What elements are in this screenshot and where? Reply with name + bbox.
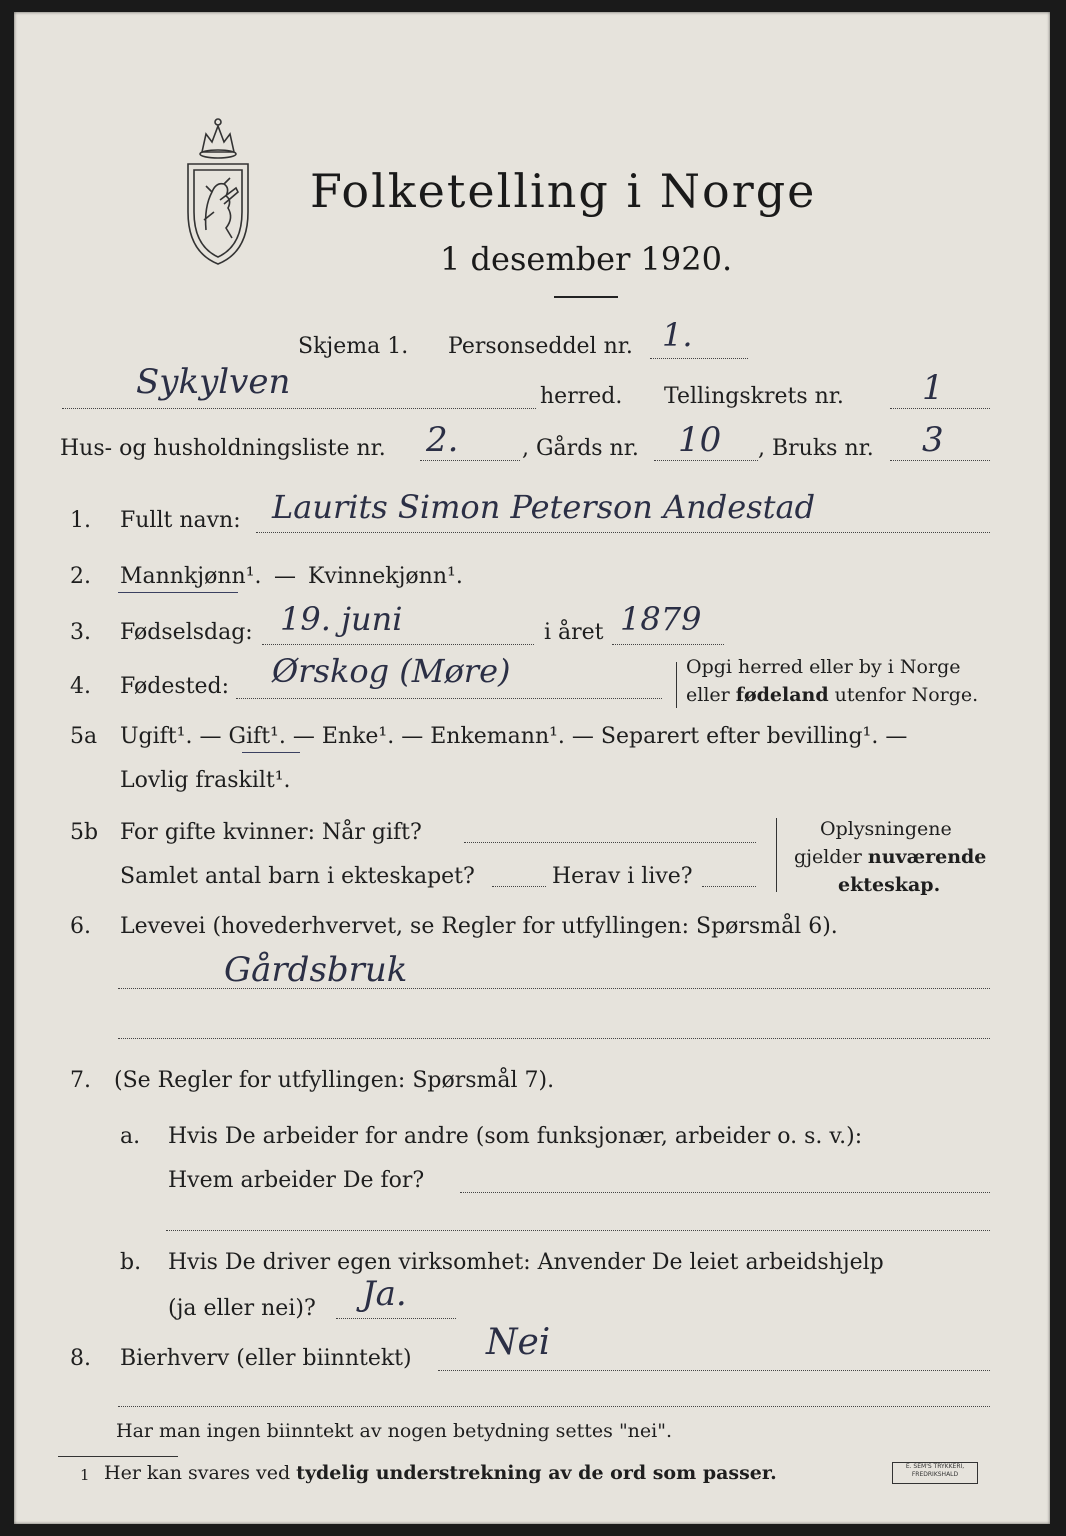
q4-note-bracket [676, 662, 677, 708]
children-total-label: Samlet antal barn i ekteskapet? [120, 864, 475, 889]
no-income-note: Har man ingen biinntekt av nogen betydning settes "nei". [116, 1420, 673, 1442]
personseddel-line [650, 358, 748, 359]
marital-status-divorced: Lovlig fraskilt¹. [120, 768, 291, 793]
q3-number: 3. [70, 620, 91, 645]
bruks-label: , Bruks nr. [758, 436, 874, 461]
q4-note-line1: Opgi herred eller by i Norge [686, 656, 961, 678]
q2-number: 2. [70, 564, 91, 589]
married-underline [242, 752, 300, 753]
q5b-note-line1: Oplysningene [820, 818, 952, 840]
full-name-value: Laurits Simon Peterson Andestad [272, 488, 816, 526]
q7-number: 7. [70, 1068, 91, 1093]
q1-number: 1. [70, 508, 91, 533]
form-title: Folketelling i Norge [310, 164, 817, 218]
q1-line [256, 532, 990, 533]
printer-stamp: E. SEM'S TRYKKERI, FREDRIKSHALD [892, 1462, 978, 1484]
male-underline [118, 592, 238, 593]
q8-label: Bierhverv (eller biinntekt) [120, 1346, 412, 1371]
birthplace-line [236, 698, 662, 699]
children-total-line [492, 886, 546, 887]
q5b-number: 5b [70, 820, 99, 845]
q7a-line1: Hvis De arbeider for andre (som funksjonær, arbeider o. s. v.): [168, 1124, 863, 1149]
occupation-line-2 [118, 1038, 990, 1039]
bruks-value: 3 [922, 420, 944, 460]
q8-number: 8. [70, 1346, 91, 1371]
herred-label: herred. [540, 384, 623, 409]
birth-year-value: 1879 [620, 600, 702, 638]
census-date: 1 desember 1920. [440, 240, 733, 278]
footnote-text: Her kan svares ved tydelig understrekning av de ord som passer. [104, 1462, 777, 1484]
q7b-number: b. [120, 1250, 142, 1275]
q5a-number: 5a [70, 724, 98, 749]
employer-line-2 [166, 1230, 990, 1231]
census-form [14, 12, 1050, 1524]
tellingskrets-line [890, 408, 990, 409]
gards-value: 10 [678, 420, 722, 460]
norwegian-coat-of-arms-icon [180, 112, 256, 272]
marital-status-options: Ugift¹. — Gift¹. — Enke¹. — Enkemann¹. — Separert efter bevilling¹. — [120, 724, 908, 749]
gards-line [654, 460, 758, 461]
q7-label: (Se Regler for utfyllingen: Spørsmål 7). [114, 1068, 555, 1093]
hired-help-line [336, 1318, 456, 1319]
q7a-line2: Hvem arbeider De for? [168, 1168, 425, 1193]
employer-line-1 [460, 1192, 990, 1193]
birthday-line [262, 644, 534, 645]
footnote-divider [58, 1456, 178, 1457]
birthday-value: 19. juni [280, 600, 403, 638]
tellingskrets-label: Tellingskrets nr. [664, 384, 844, 409]
q6-number: 6. [70, 914, 91, 939]
q4-number: 4. [70, 674, 91, 699]
children-alive-label: Herav i live? [552, 864, 693, 889]
q7b-line2: (ja eller nei)? [168, 1296, 316, 1321]
q5b-note-line3: ekteskap. [838, 874, 941, 896]
bruks-line [890, 460, 990, 461]
sex-female-option: Kvinnekjønn¹. [308, 564, 463, 589]
q6-label: Levevei (hovederhvervet, se Regler for utfyllingen: Spørsmål 6). [120, 914, 838, 939]
side-income-value: Nei [486, 1322, 551, 1363]
side-income-line-2 [118, 1406, 990, 1407]
husliste-label: Hus- og husholdningsliste nr. [60, 436, 386, 461]
children-alive-line [702, 886, 756, 887]
occupation-value: Gårdsbruk [224, 950, 408, 990]
when-married-line [464, 842, 756, 843]
q5b-note-bracket [776, 818, 777, 892]
schema-label: Skjema 1. [298, 334, 409, 359]
herred-value: Sykylven [136, 362, 291, 402]
husliste-line [420, 460, 520, 461]
q3-label: Fødselsdag: [120, 620, 253, 645]
sex-male-option: Mannkjønn¹. [120, 564, 262, 589]
when-married-label: For gifte kvinner: Når gift? [120, 820, 422, 845]
year-label: i året [544, 620, 604, 645]
personseddel-value: 1. [662, 316, 693, 354]
footnote-number: 1 [80, 1466, 90, 1484]
q7a-number: a. [120, 1124, 141, 1149]
year-line [612, 644, 724, 645]
herred-line [62, 408, 536, 409]
q4-label: Fødested: [120, 674, 230, 699]
side-income-line-1 [438, 1370, 990, 1371]
title-divider [554, 296, 618, 298]
hired-help-value: Ja. [362, 1274, 407, 1314]
q7b-line1: Hvis De driver egen virksomhet: Anvender De leiet arbeidshjelp [168, 1250, 884, 1275]
personseddel-label: Personseddel nr. [448, 334, 633, 359]
q5b-note-line2: gjelder nuværende [794, 846, 987, 868]
gards-label: , Gårds nr. [522, 436, 639, 461]
q1-label: Fullt navn: [120, 508, 241, 533]
q4-note-line2: eller fødeland utenfor Norge. [686, 684, 979, 706]
sex-separator: — [274, 564, 296, 589]
husliste-value: 2. [426, 420, 459, 460]
birthplace-value: Ørskog (Møre) [272, 652, 511, 690]
tellingskrets-value: 1 [922, 368, 944, 408]
